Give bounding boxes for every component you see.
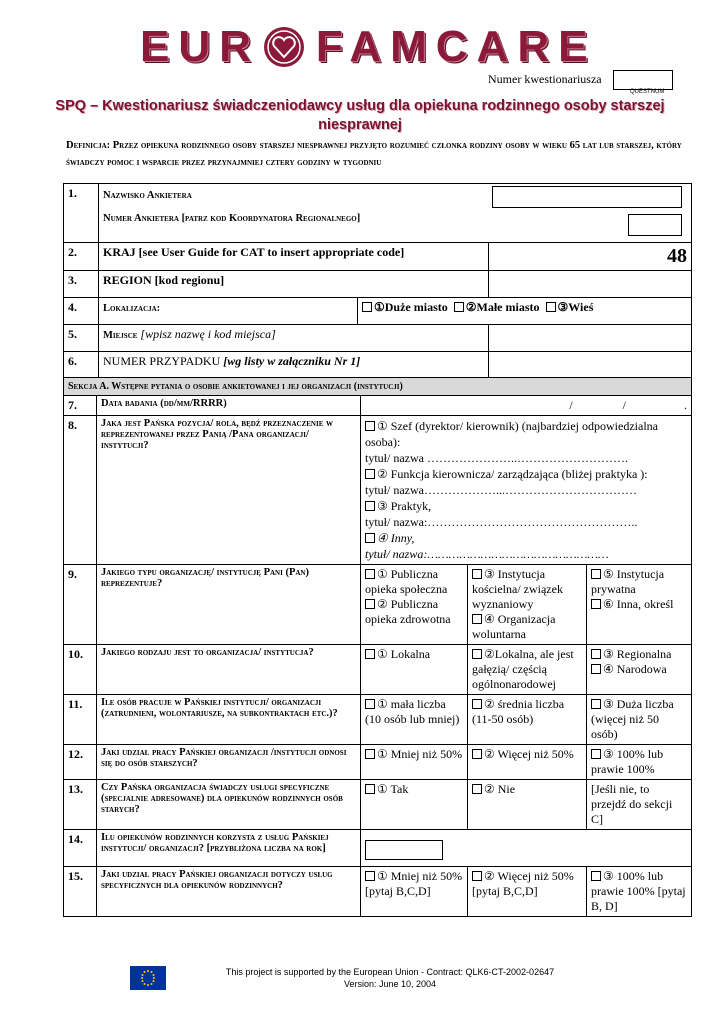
option-checkbox[interactable] [472,871,482,881]
question-13-text: Czy Pańska organizacja świadczy usługi specyficzne (specjalnie adresowane) dla opiekunów rodzinnych osób starych? [97,780,361,830]
large-city-option: ①Duże miasto [374,300,448,314]
interviewer-name-field[interactable] [492,186,682,208]
option-checkbox[interactable] [546,302,556,312]
heart-emblem-icon [262,25,306,69]
option-checkbox[interactable] [591,569,601,579]
case-number-field[interactable] [488,352,692,379]
option-checkbox[interactable] [365,871,375,881]
option-checkbox[interactable] [362,302,372,312]
option-checkbox[interactable] [472,614,482,624]
caregiver-count-field[interactable] [365,840,443,860]
question-10-text: Jakiego rodzaju jest to organizacja/ instytucja? [97,645,361,695]
option-checkbox[interactable] [365,784,375,794]
interviewer-number-label: Numer Ankietera [patrz kod Koordynatora Regionalnego] [103,213,361,224]
question-9-text: Jakiego typu organizację/ instytucję Pani (Pan) reprezentuje? [97,565,361,645]
eu-flag-icon [130,966,166,990]
option-checkbox[interactable] [472,784,482,794]
survey-date-label: Data badania (dd/mm/RRRR) [97,396,361,416]
question-14-text: Ilu opiekunów rodzinnych korzysta z usług Pańskiej instytucji/ organizacji? [przybliżona liczba na rok] [97,830,361,867]
region-label: REGION [kod regionu] [103,273,225,287]
option-checkbox[interactable] [454,302,464,312]
questionnaire-number-label: Numer kwestionariusza [488,72,602,86]
option-checkbox[interactable] [591,599,601,609]
place-hint: [wpisz nazwę i kod miejsca] [140,327,276,341]
survey-date-field[interactable]: / / . [361,396,692,416]
option-checkbox[interactable] [472,649,482,659]
option-checkbox[interactable] [365,699,375,709]
page-title: SPQ – Kwestionariusz świadczeniodawcy usług dla opiekuna rodzinnego osoby starszej niesprawnej [55,98,665,133]
option-checkbox[interactable] [591,871,601,881]
definition-text: Definicja: Przez opiekuna rodzinnego osoby starszej niesprawnej przyjęto rozumieć członka rodziny osoby w wieku 65 lat lub starszej, który świadczy pomoc i wsparcie przez przynajmniej cztery godziny w tygodniu [66,140,682,168]
section-a-heading: Sekcja A. Wstępne pytania o osobie ankietowanej i jej organizacji (instytucji) [64,378,692,396]
country-label: KRAJ [see User Guide for CAT to insert appropriate code] [103,245,405,259]
region-field[interactable] [488,271,692,298]
option-checkbox[interactable] [365,749,375,759]
question-12-text: Jaki udział pracy Pańskiej organizacji /instytucji odnosi się do osób starszych? [97,745,361,780]
option-checkbox[interactable] [591,664,601,674]
header-table: 1. Nazwisko Ankietera Numer Ankietera [patrz kod Koordynatora Regionalnego] 2. KRAJ [see User Guide for CAT to insert appropriate code] 48 3. REGION [kod regionu] 4. Lokalizacja: ①Duże miasto ②Małe miasto ③Wieś 5. Miejsce [wpisz nazwę i kod miejsca] 6. NUMER PRZYPADKU [wg listy w załączniku Nr 1] [63,183,692,379]
option-checkbox[interactable] [591,699,601,709]
skip-instruction: [Jeśli nie, to przejdź do sekcji C] [587,780,692,830]
option-checkbox[interactable] [591,749,601,759]
footer-contract: This project is supported by the European Union - Contract: QLK6-CT-2002-02647 [225,967,555,977]
option-checkbox[interactable] [365,469,375,479]
country-code[interactable]: 48 [488,243,692,271]
option-checkbox[interactable] [365,599,375,609]
small-city-option: ②Małe miasto [465,300,540,314]
footer-version: Version: June 10, 2004 [343,979,437,989]
option-checkbox[interactable] [365,569,375,579]
case-number-label: NUMER PRZYPADKU [103,354,221,368]
option-checkbox[interactable] [472,749,482,759]
option-checkbox[interactable] [365,421,375,431]
village-option: ③Wieś [557,300,594,314]
option-checkbox[interactable] [591,649,601,659]
option-checkbox[interactable] [365,501,375,511]
interviewer-number-field[interactable] [628,214,682,236]
section-a-table: Sekcja A. Wstępne pytania o osobie ankietowanej i jej organizacji (instytucji) 7. Data badania (dd/mm/RRRR) / / . 8. Jaka jest Pańska pozycja/ rola, będź przeznaczenie w reprezentowanej przez Panią /Pana organizacji/ instytucji? ① Szef (dyrektor/ kierownik) (najbardziej odpowiedzialna osoba): tytuł/ nazwa …………………..………………………. ② Funkcja kierownicza/ zarządzająca (bliżej praktyka ): tytuł/ nazwa………………...…………………………… ③ Praktyk, tytuł/ nazwa:…………………………………………….. ④ Inny, tytuł/ nazwa:…………………………………………… 9. Jakiego typu organizację/ instytucję Pani (Pan) reprezentuje? ① Publiczna opieka społeczna ② Publiczna opieka zdrowotna ③ Instytucja kościelna/ związek wyznaniowy ④ Organizacja woluntarna ⑤ Instytucja prywatna ⑥ Inna, określ 10. Jakiego rodzaju jest to organizacja/ instytucja? ① Lokalna ②Lokalna, ale jest gałęzią/ częścią ogólnonarodowej ③ Regionalna ④ Narodowa 11. Ile osób pracuje w Pańskiej instytucji/ organizacji (zatrudnieni, wolontariusze, na subkontraktach etc.)? ① mała liczba (10 osób lub mniej) ② średnia liczba (11-50 osób) ③ Duża liczba (więcej niż 50 osób) 12. Jaki udział pracy Pańskiej organizacji /instytucji odnosi się do osób starszych? ① Mniej niż 50% ② Więcej niż 50% ③ 100% lub prawie 100% 13. Czy Pańska organizacja świadczy usługi specyficzne (specjalnie adresowane) dla opiekunów rodzinnych osób starych? ① Tak ② Nie [Jeśli nie, to przejdź do sekcji C] 14. Ilu opiekunów rodzinnych korzysta z usług Pańskiej instytucji/ organizacji? [przybliżona liczba na rok] 15. Jaki udział pracy Pańskiej organizacji dotyczy usług specyficznych dla opiekunów rodzinnych? ① Mniej niż 50% [pytaj B,C,D] ② Więcej niż 50%[pytaj B,C,D] ③ 100% lub prawie 100% [pytaj B, D] [63,377,692,917]
option-checkbox[interactable] [365,533,375,543]
question-11-text: Ile osób pracuje w Pańskiej instytucji/ organizacji (zatrudnieni, wolontariusze, na subkontraktach etc.)? [97,695,361,745]
interviewer-name-label: Nazwisko Ankietera [103,190,192,201]
option-checkbox[interactable] [365,649,375,659]
place-field[interactable] [488,325,692,352]
case-number-hint: [wg listy w załączniku Nr 1] [223,354,361,368]
question-15-text: Jaki udział pracy Pańskiej organizacji dotyczy usług specyficznych dla opiekunów rodzinnych? [97,867,361,917]
questionnaire-number-field[interactable] [613,70,673,90]
eurofamcare-logo: EUR FAMCARE [140,22,597,71]
option-checkbox[interactable] [472,569,482,579]
location-label: Lokalizacja: [103,303,161,314]
question-8-text: Jaka jest Pańska pozycja/ rola, będź przeznaczenie w reprezentowanej przez Panią /Pana organizacji/ instytucji? [97,416,361,565]
questnum-caption: QUESTNUM [630,89,665,95]
option-checkbox[interactable] [472,699,482,709]
footer [180,966,600,990]
row-number: 1. [64,184,99,243]
place-label: Miejsce [103,330,138,341]
